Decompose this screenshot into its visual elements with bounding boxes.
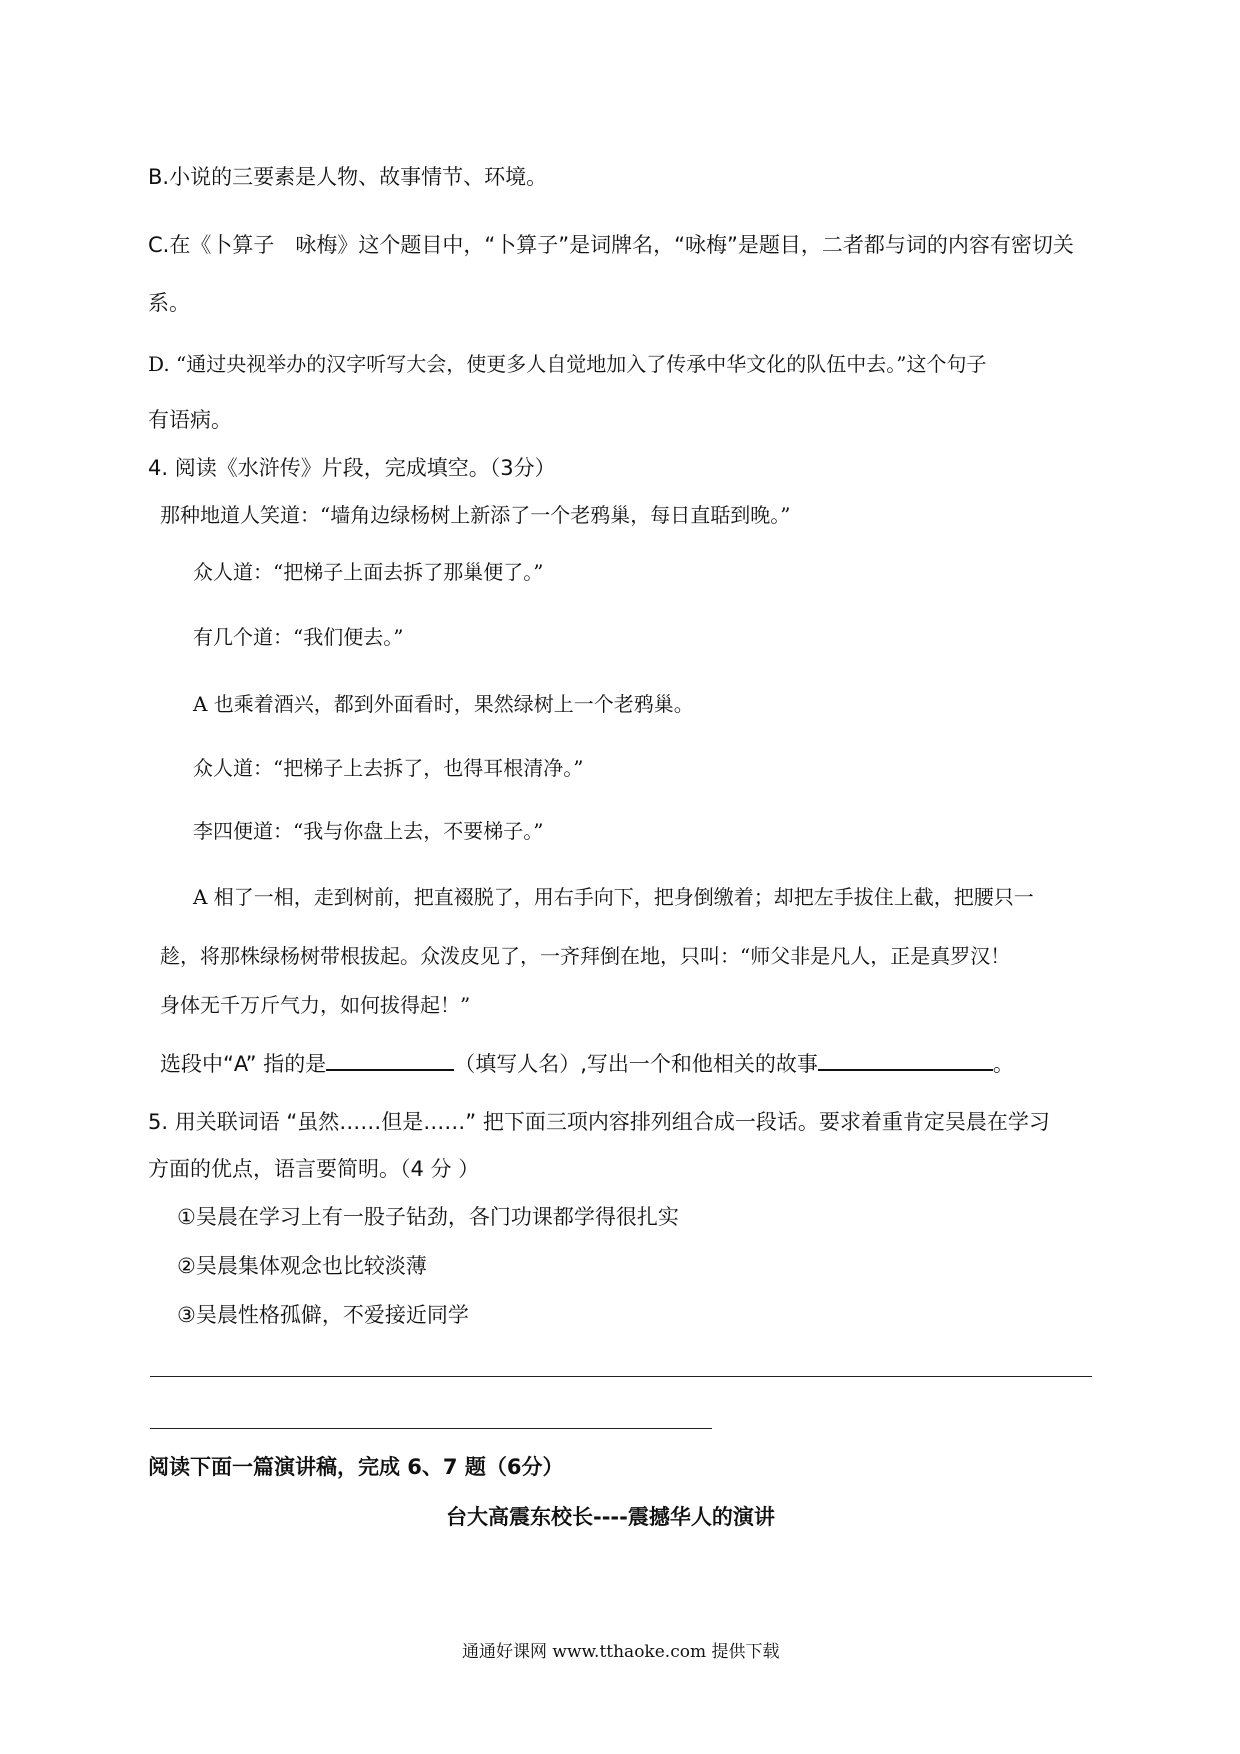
passage-line: 趁，将那株绿杨树带根拔起。众泼皮见了，一齐拜倒在地，只叫：“师父非是凡人，正是真罗汉！ — [160, 944, 1011, 968]
passage-line: 李四便道：“我与你盘上去，不要梯子。” — [193, 819, 544, 843]
question-5-option: ②吴晨集体观念也比较淡薄 — [177, 1254, 427, 1278]
fill-text-1: 选段中“A” 指的是 — [160, 1052, 327, 1076]
answer-blank-name[interactable] — [326, 1047, 454, 1071]
passage-line: 有几个道：“我们便去。” — [193, 625, 404, 649]
passage-line: A 也乘着酒兴，都到外面看时，果然绿树上一个老鸦巢。 — [193, 692, 694, 716]
answer-blank-story[interactable] — [818, 1047, 993, 1071]
fill-text-3: 。 — [992, 1052, 1014, 1076]
answer-line-1[interactable] — [150, 1376, 1092, 1377]
speech-title: 台大高震东校长----震撼华人的演讲 — [446, 1505, 775, 1529]
option-c-line-1: C.在《卜算子 咏梅》这个题目中，“卜算子”是词牌名，“咏梅”是题目，二者都与词的内容有密切关 — [148, 233, 1074, 257]
question-4-fill-in — [160, 1047, 1014, 1079]
option-c-line-2: 系。 — [148, 291, 190, 315]
passage-line: 众人道：“把梯子上面去拆了那巢便了。” — [193, 560, 544, 584]
question-5-option: ③吴晨性格孤僻，不爱接近同学 — [177, 1303, 469, 1327]
question-5-option: ①吴晨在学习上有一股子钻劲，各门功课都学得很扎实 — [177, 1205, 679, 1229]
passage-line: 身体无千万斤气力，如何拔得起！” — [160, 993, 471, 1017]
option-d-line-1: D. “通过央视举办的汉字听写大会，使更多人自觉地加入了传承中华文化的队伍中去。”这个句子 — [148, 352, 987, 376]
answer-line-2[interactable] — [150, 1428, 712, 1429]
passage-line: A 相了一相，走到树前，把直裰脱了，用右手向下，把身倒缴着；却把左手拔住上截，把腰只一 — [193, 885, 1034, 909]
question-4-prompt: 4. 阅读《水浒传》片段，完成填空。（3分） — [148, 456, 556, 480]
option-b: B.小说的三要素是人物、故事情节、环境。 — [148, 165, 548, 189]
passage-line: 那种地道人笑道：“墙角边绿杨树上新添了一个老鸦巢，每日直聒到晚。” — [160, 503, 791, 527]
question-5-prompt-line-2: 方面的优点，语言要简明。（4 分 ） — [148, 1157, 480, 1181]
fill-text-2: （填写人名）,写出一个和他相关的故事 — [454, 1052, 818, 1076]
page-footer: 通通好课网 www.tthaoke.com 提供下载 — [462, 1642, 780, 1662]
question-5-prompt-line-1: 5. 用关联词语 “虽然……但是……” 把下面三项内容排列组合成一段话。要求着重肯定吴晨在学习 — [148, 1110, 1050, 1134]
option-d-line-2: 有语病。 — [148, 408, 232, 432]
reading-intro: 阅读下面一篇演讲稿，完成 6、7 题（6分） — [148, 1455, 564, 1479]
passage-line: 众人道：“把梯子上去拆了，也得耳根清净。” — [193, 756, 584, 780]
